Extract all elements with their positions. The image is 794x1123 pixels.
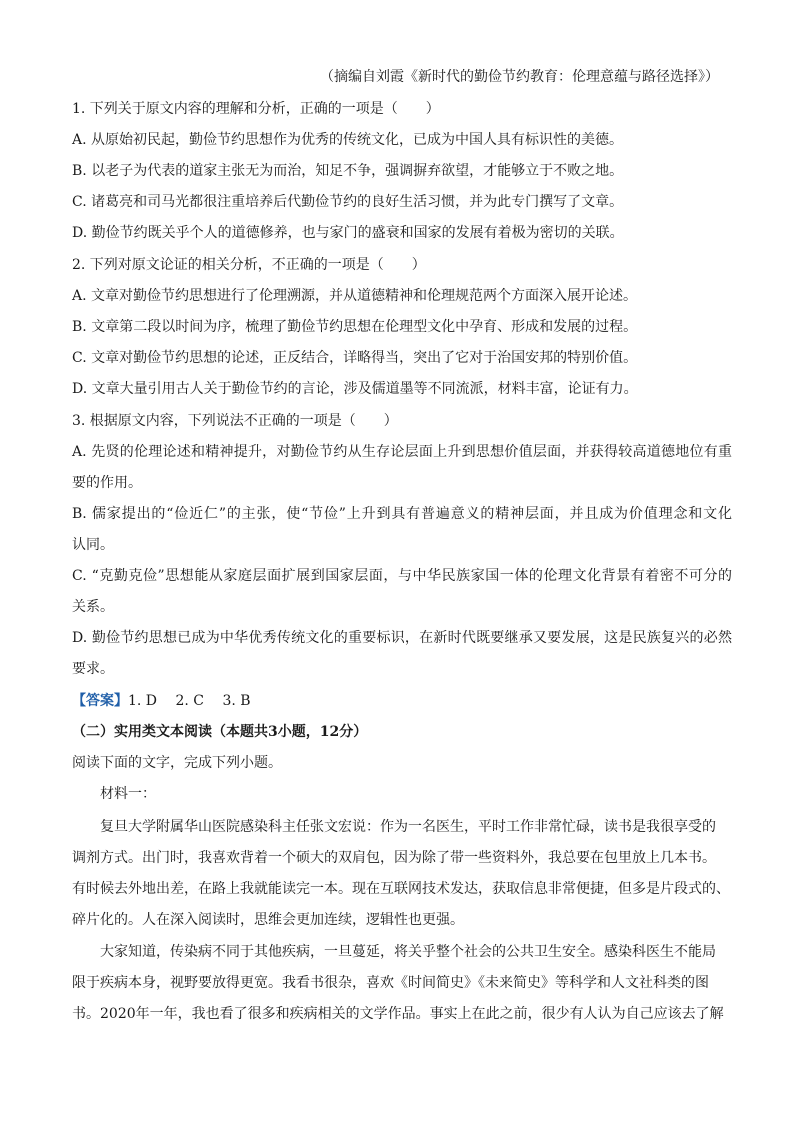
paragraph-1-line-3: 有时候去外地出差，在路上我就能读完一本。现在互联网技术发达，获取信息非常便捷，但多是片段式的、 bbox=[72, 881, 730, 897]
paragraph-2-line-1: 大家知道，传染病不同于其他疾病，一旦蔓延，将关乎整个社会的公共卫生安全。感染科医生不能局 bbox=[100, 944, 716, 960]
answer-tag: 【答案】 bbox=[72, 693, 128, 709]
question-3-option-c-cont: 关系。 bbox=[72, 599, 114, 615]
material-label: 材料一： bbox=[100, 786, 156, 802]
section-title: （二）实用类文本阅读（本题共3小题，12分） bbox=[72, 724, 368, 740]
question-3-option-d-cont: 要求。 bbox=[72, 661, 114, 677]
question-3-option-b: B. 儒家提出的“俭近仁”的主张，使“节俭”上升到具有普遍意义的精神层面，并且成为价值理念和文化 bbox=[72, 506, 732, 522]
question-2-option-c: C. 文章对勤俭节约思想的论述，正反结合，详略得当，突出了它对于治国安邦的特别价值。 bbox=[72, 350, 638, 366]
question-3-stem: 3. 根据原文内容，下列说法不正确的一项是（ ） bbox=[72, 413, 398, 429]
question-3-option-a-cont: 要的作用。 bbox=[72, 475, 142, 491]
question-1-option-b: B. 以老子为代表的道家主张无为而治，知足不争，强调摒弃欲望，才能够立于不败之地。 bbox=[72, 163, 624, 179]
question-2-option-b: B. 文章第二段以时间为序，梳理了勤俭节约思想在伦理型文化中孕育、形成和发展的过程。 bbox=[72, 319, 638, 335]
question-2-option-d: D. 文章大量引用古人关于勤俭节约的言论，涉及儒道墨等不同流派，材料丰富，论证有力。 bbox=[72, 381, 638, 397]
question-3-option-d: D. 勤俭节约思想已成为中华优秀传统文化的重要标识，在新时代既要继承又要发展，这是民族复兴的必然 bbox=[72, 630, 732, 646]
question-1-option-d: D. 勤俭节约既关乎个人的道德修养，也与家门的盛衰和国家的发展有着极为密切的关联。 bbox=[72, 225, 624, 241]
paragraph-1-line-1: 复旦大学附属华山医院感染科主任张文宏说：作为一名医生，平时工作非常忙碌，读书是我很享受的 bbox=[100, 819, 716, 835]
question-3-option-b-cont: 认同。 bbox=[72, 537, 114, 553]
paragraph-2-line-3: 书。2020年一年，我也看了很多和疾病相关的文学作品。事实上在此之前，很少有人认为自己应该去了解 bbox=[72, 1006, 724, 1022]
question-1-stem: 1. 下列关于原文内容的理解和分析，正确的一项是（ ） bbox=[72, 101, 440, 117]
answer-text: 1. D 2. C 3. B bbox=[128, 693, 251, 709]
question-2-option-a: A. 文章对勤俭节约思想进行了伦理溯源，并从道德精神和伦理规范两个方面深入展开论述。 bbox=[72, 288, 638, 304]
answer-line bbox=[72, 692, 732, 710]
question-3-option-c: C. “克勤克俭”思想能从家庭层面扩展到国家层面，与中华民族家国一体的伦理文化背景有着密不可分的 bbox=[72, 568, 732, 584]
question-1-option-a: A. 从原始初民起，勤俭节约思想作为优秀的传统文化，已成为中国人具有标识性的美德。 bbox=[72, 132, 624, 148]
paragraph-1-line-2: 调剂方式。出门时，我喜欢背着一个硕大的双肩包，因为除了带一些资料外，我总要在包里放上几本书。 bbox=[72, 850, 716, 866]
paragraph-1-line-4: 碎片化的。人在深入阅读时，思维会更加连续，逻辑性也更强。 bbox=[72, 912, 464, 928]
instruction: 阅读下面的文字，完成下列小题。 bbox=[72, 755, 282, 771]
source-citation: （摘编自刘霞《新时代的勤俭节约教育：伦理意蕴与路径选择》） bbox=[320, 69, 719, 85]
question-1-option-c: C. 诸葛亮和司马光都很注重培养后代勤俭节约的良好生活习惯，并为此专门撰写了文章。 bbox=[72, 194, 624, 210]
question-3-option-a: A. 先贤的伦理论述和精神提升，对勤俭节约从生存论层面上升到思想价值层面，并获得较高道德地位有重 bbox=[72, 444, 732, 460]
paragraph-2-line-2: 限于疾病本身，视野要放得更宽。我看书很杂，喜欢《时间简史》《未来简史》等科学和人文社科类的图 bbox=[72, 975, 709, 991]
question-2-stem: 2. 下列对原文论证的相关分析，不正确的一项是（ ） bbox=[72, 257, 426, 273]
